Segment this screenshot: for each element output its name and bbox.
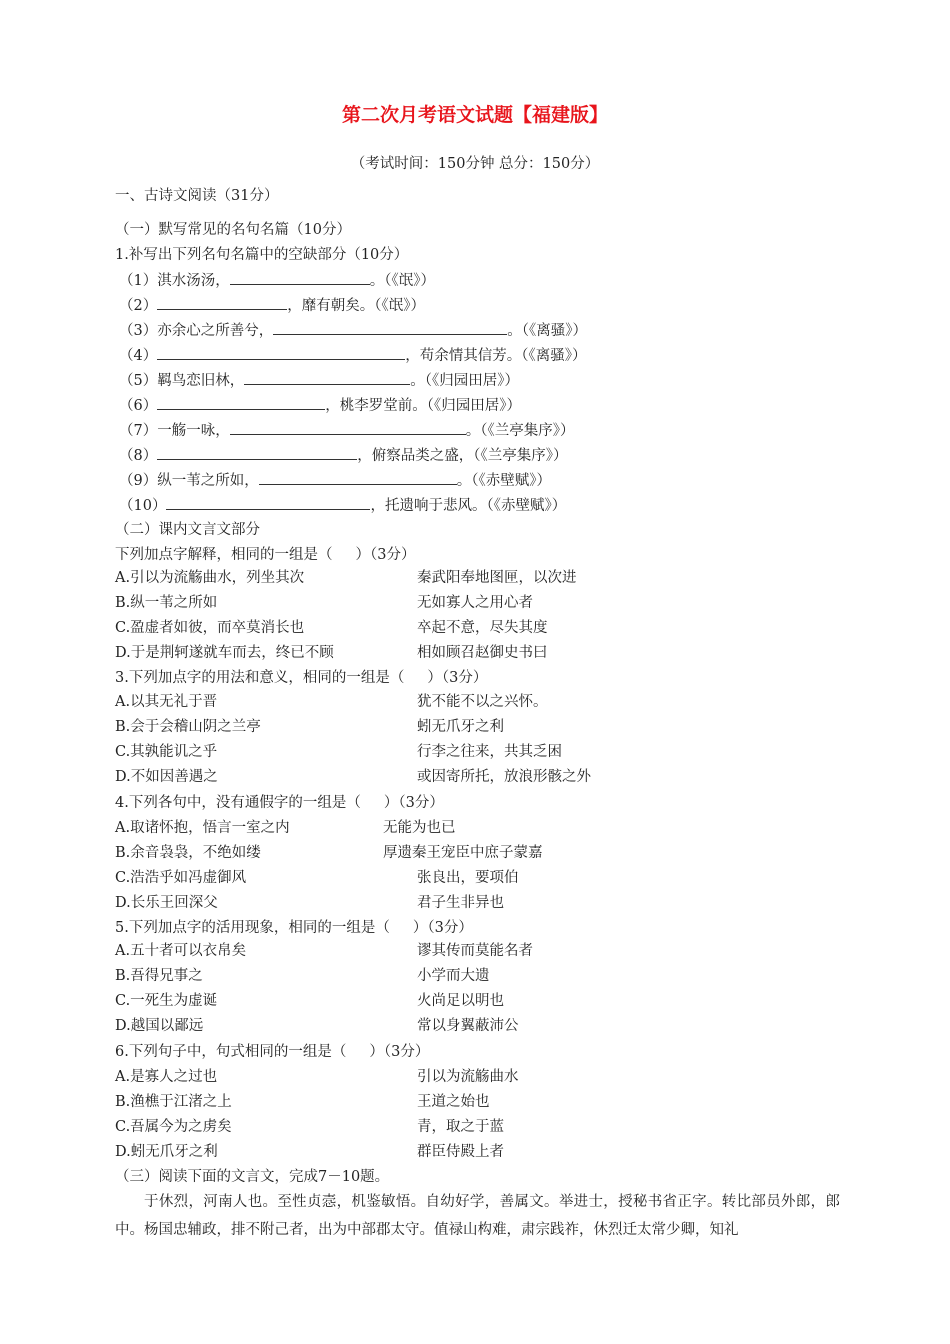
fill-item: （5）羁鸟恋旧林， 。（《归园田居》） xyxy=(119,370,519,391)
option-row: C.浩浩乎如冯虚御风 张良出，要项伯 xyxy=(115,870,519,886)
answer-blank[interactable] xyxy=(259,470,457,485)
answer-blank[interactable] xyxy=(157,295,287,310)
option-row: C.吾属今为之虏矣 青，取之于蓝 xyxy=(115,1119,504,1135)
fill-item: （9）纵一苇之所如， 。（《赤壁赋》） xyxy=(119,470,551,491)
question-3: 3.下列加点字的用法和意义，相同的一组是（ ）（3分） xyxy=(115,670,488,686)
fill-item: （3）亦余心之所善兮， 。（《离骚》） xyxy=(119,320,587,341)
option-row: D.不如因善遇之 或因寄所托，放浪形骸之外 xyxy=(115,769,591,785)
option-row: A.取诸怀抱，悟言一室之内 无能为也已 xyxy=(115,820,456,836)
exam-info: （考试时间：150分钟 总分：150分） xyxy=(350,156,600,172)
question-5: 5.下列加点字的活用现象，相同的一组是（ ）（3分） xyxy=(115,920,473,936)
answer-blank[interactable] xyxy=(230,420,466,435)
page-title: 第二次月考语文试题【福建版】 xyxy=(341,104,608,126)
option-row: C.盈虚者如彼，而卒莫消长也 卒起不意，尽失其度 xyxy=(115,620,548,636)
option-row: B.会于会稽山阴之兰亭 蚓无爪牙之利 xyxy=(115,719,504,735)
answer-blank[interactable] xyxy=(244,370,410,385)
answer-blank[interactable] xyxy=(157,395,325,410)
option-row: A.五十者可以衣帛矣 谬其传而莫能名者 xyxy=(115,943,533,959)
option-row: A.引以为流觞曲水，列坐其次 秦武阳奉地图匣，以次进 xyxy=(115,570,577,586)
question-1: 1.补写出下列名句名篇中的空缺部分（10分） xyxy=(115,247,409,263)
fill-item: （10） ，托遗响于悲风。（《赤壁赋》） xyxy=(119,495,566,516)
answer-blank[interactable] xyxy=(230,270,370,285)
fill-item: （6） ，桃李罗堂前。（《归园田居》） xyxy=(119,395,521,416)
option-row: D.于是荆轲遂就车而去，终已不顾 相如顾召赵御史书曰 xyxy=(115,645,548,661)
option-row: B.纵一苇之所如 无如寡人之用心者 xyxy=(115,595,533,611)
reading-passage: 于休烈，河南人也。至性贞悫，机鉴敏悟。自幼好学，善属文。举进士，授秘书省正字。转比部员外郎，郎中。杨国忠辅政，排不附己者，出为中部郡太守。值禄山构难，肃宗践祚，休烈迁太常少卿，知礼 xyxy=(115,1194,840,1238)
fill-item: （1）淇水汤汤， 。（《氓》） xyxy=(119,270,435,291)
subsection-heading: （二）课内文言文部分 xyxy=(115,522,260,538)
option-row: D.蚓无爪牙之利 群臣侍殿上者 xyxy=(115,1144,504,1160)
option-row: D.长乐王回深父 君子生非异也 xyxy=(115,895,504,911)
option-row: D.越国以鄙远 常以身翼蔽沛公 xyxy=(115,1018,519,1034)
answer-blank[interactable] xyxy=(157,345,405,360)
section-heading: 一、古诗文阅读（31分） xyxy=(115,188,279,204)
option-row: B.渔樵于江渚之上 王道之始也 xyxy=(115,1094,490,1110)
question-4: 4.下列各句中，没有通假字的一组是（ ）（3分） xyxy=(115,795,444,811)
subsection-heading: （一）默写常见的名句名篇（10分） xyxy=(115,222,351,238)
answer-blank[interactable] xyxy=(273,320,507,335)
option-row: A.以其无礼于晋 犹不能不以之兴怀。 xyxy=(115,694,548,710)
option-row: C.一死生为虚诞 火尚足以明也 xyxy=(115,993,504,1009)
fill-item: （4） ，苟余情其信芳。（《离骚》） xyxy=(119,345,586,366)
option-row: B.吾得兄事之 小学而大遗 xyxy=(115,968,490,984)
option-row: A.是寡人之过也 引以为流觞曲水 xyxy=(115,1069,519,1085)
fill-item: （8） ，俯察品类之盛，（《兰亭集序》） xyxy=(119,445,567,466)
answer-blank[interactable] xyxy=(166,495,370,510)
subsection-heading: （三）阅读下面的文言文，完成7－10题。 xyxy=(115,1169,390,1185)
option-row: C.其孰能讥之乎 行李之往来，共其乏困 xyxy=(115,744,562,760)
option-row: B.余音袅袅，不绝如缕 厚遗秦王宠臣中庶子蒙嘉 xyxy=(115,845,543,861)
fill-item: （7）一觞一咏， 。（《兰亭集序》） xyxy=(119,420,574,441)
fill-item: （2） ，靡有朝矣。（《氓》） xyxy=(119,295,425,316)
answer-blank[interactable] xyxy=(157,445,357,460)
question-2: 下列加点字解释，相同的一组是（ ）（3分） xyxy=(115,547,416,563)
question-6: 6.下列句子中，句式相同的一组是（ ）（3分） xyxy=(115,1044,430,1060)
